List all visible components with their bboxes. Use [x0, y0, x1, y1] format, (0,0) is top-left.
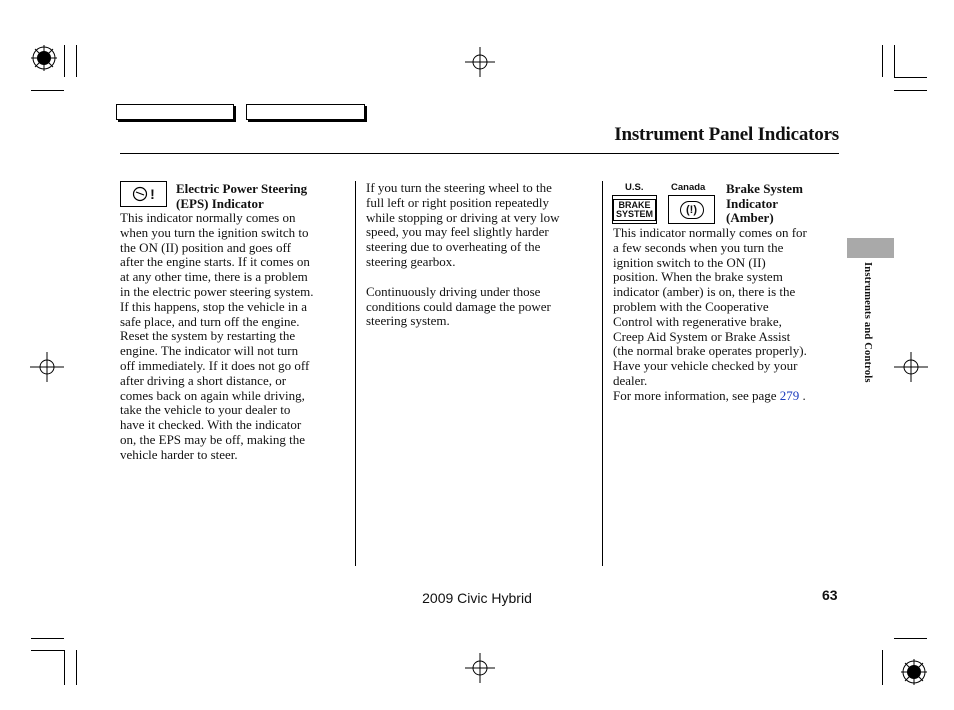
- steering-wheel-icon: [132, 186, 148, 202]
- column-divider: [355, 181, 356, 566]
- brake-system-canada-icon: [668, 195, 715, 224]
- crop-mark: [894, 638, 927, 639]
- brake-heading: Brake System Indicator (Amber): [726, 181, 803, 225]
- crop-mark: [31, 650, 64, 651]
- page-number: 63: [822, 587, 838, 603]
- steering-note: If you turn the steering wheel to the full left or right position repeatedly while stopping or driving at very low speed, you may feel slightly harder steering due to overheating of the steering gearbox. Continuously driving under those conditions could damage the power steering system.: [366, 180, 560, 329]
- eps-indicator-icon: [120, 181, 167, 207]
- crop-mark: [882, 650, 883, 685]
- registration-target-icon: [901, 659, 927, 685]
- brake-description: This indicator normally comes on for a few seconds when you turn the ignition switch to the ON (II) position. When the brake system indicator (amber) is on, there is the problem with the Cooperative Control with regenerative brake, Creep Aid System or Brake Assist (the normal brake operates properly). Have your vehicle checked by your dealer. For more information, see page 279 .: [613, 226, 845, 404]
- eps-exclamation: !: [150, 186, 155, 202]
- crop-mark: [894, 45, 895, 77]
- footer-model: 2009 Civic Hybrid: [422, 590, 532, 606]
- label-us: U.S.: [625, 182, 644, 193]
- crop-mark: [894, 90, 927, 91]
- crop-mark: [31, 638, 64, 639]
- brake-exclamation-icon: (!): [680, 201, 704, 219]
- crosshair-mark-icon: [465, 653, 495, 683]
- crosshair-mark-icon: [894, 352, 928, 382]
- crosshair-mark-icon: [30, 352, 64, 382]
- nav-tab-table-of-contents[interactable]: [246, 104, 365, 120]
- section-tab[interactable]: [847, 238, 894, 258]
- eps-description: This indicator normally comes on when you turn the ignition switch to the ON (II) position and goes off after the engine starts. If it comes on at any other time, there is a problem in the electric power steering system. If this happens, stop the vehicle in a safe place, and turn off the engine. Reset the system by restarting the engine. The indicator will not turn off immediately. If it does not go off after driving a short distance, or comes back on again while driving, take the vehicle to your dealer to have it checked. With the indicator on, the EPS may be off, making the vehicle harder to steer.: [120, 210, 314, 462]
- crop-mark: [882, 45, 883, 77]
- crop-mark: [31, 90, 64, 91]
- crop-mark: [64, 45, 65, 77]
- column-divider: [602, 181, 603, 566]
- brake-system-us-icon: [612, 195, 657, 224]
- crop-mark: [64, 650, 65, 685]
- eps-heading: Electric Power Steering (EPS) Indicator: [176, 181, 308, 211]
- crop-mark: [76, 650, 77, 685]
- crop-mark: [894, 77, 927, 78]
- crop-mark: [76, 45, 77, 77]
- page-title: Instrument Panel Indicators: [614, 124, 839, 145]
- section-label: Instruments and Controls: [862, 262, 873, 383]
- nav-tab-main-menu[interactable]: [116, 104, 234, 120]
- more-info-line: For more information, see page 279 .: [613, 387, 806, 403]
- crosshair-mark-icon: [465, 47, 495, 77]
- page-279-link[interactable]: 279: [779, 387, 800, 403]
- brake-system-badge: BRAKE SYSTEM: [613, 199, 656, 221]
- registration-target-icon: [31, 45, 57, 71]
- header-rule: [120, 153, 839, 154]
- label-canada: Canada: [671, 182, 706, 193]
